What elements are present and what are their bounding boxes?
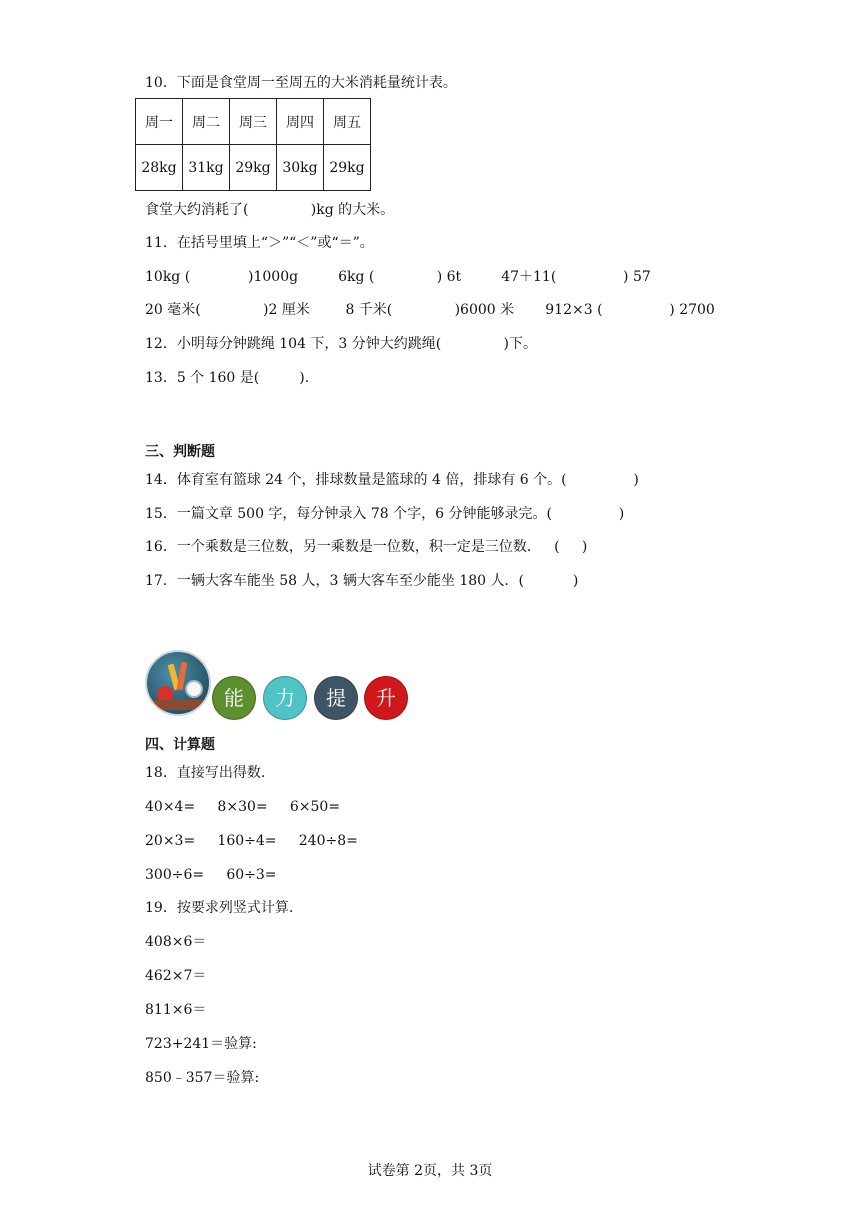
table-value-cell: 30kg [277,145,324,191]
q18-row: 20×3= 160÷4= 240÷8= [145,833,358,849]
q18-row: 300÷6= 60÷3= [145,867,277,883]
q15: 15．一篇文章 500 字，每分钟录入 78 个字，6 分钟能够录完。( ) [145,506,625,522]
rice-consumption-table [135,98,371,191]
table-header-cell: 周四 [277,99,324,145]
table-value-cell: 31kg [183,145,230,191]
q14: 14．体育室有篮球 24 个，排球数量是篮球的 4 倍，排球有 6 个。( ) [145,472,639,488]
q12: 12．小明每分钟跳绳 104 下，3 分钟大约跳绳( )下。 [145,336,538,352]
q18-prompt: 18．直接写出得数. [145,765,266,781]
q16: 16．一个乘数是三位数，另一乘数是一位数，积一定是三位数． ( ) [145,539,588,555]
table-header-cell: 周一 [136,99,183,145]
q19-row: 462×7＝ [145,968,207,984]
page-footer: 试卷第 2页，共 3页 [367,1163,493,1179]
q19-row: 811×6＝ [145,1002,207,1018]
q19-row: 408×6＝ [145,934,207,950]
school-supplies-logo-icon [145,650,211,716]
q19-row: 723+241＝验算: [145,1036,257,1052]
table-value-row [136,145,371,191]
q11-row-2: 20 毫米( )2 厘米 8 千米( )6000 米 912×3 ( ) 2700 [145,302,715,318]
ability-boost-banner [145,650,415,720]
banner-char-badge: 提 [314,676,358,720]
banner-char-badge: 升 [364,676,408,720]
q11-prompt: 11．在括号里填上“＞”“＜”或“＝”。 [145,235,374,251]
q10-answer-line: 食堂大约消耗了( )kg 的大米。 [145,202,395,218]
q11-row-1: 10kg ( )1000g 6kg ( ) 6t 47＋11( ) 57 [145,269,651,285]
table-value-cell: 29kg [230,145,277,191]
q10-prompt: 10．下面是食堂周一至周五的大米消耗量统计表。 [145,75,457,91]
section-3-title: 三、判断题 [145,444,215,460]
q13: 13．5 个 160 是( ). [145,370,310,386]
table-header-cell: 周五 [324,99,371,145]
q19-prompt: 19．按要求列竖式计算. [145,900,294,916]
table-value-cell: 28kg [136,145,183,191]
section-4-title: 四、计算题 [145,737,215,753]
table-header-cell: 周三 [230,99,277,145]
table-value-cell: 29kg [324,145,371,191]
banner-char-badge: 力 [263,676,307,720]
q18-row: 40×4= 8×30= 6×50= [145,799,341,815]
table-header-cell: 周二 [183,99,230,145]
banner-char-badge: 能 [212,676,256,720]
q19-row: 850﹣357＝验算: [145,1070,260,1086]
q17: 17．一辆大客车能坐 58 人，3 辆大客车至少能坐 180 人．( ) [145,573,579,589]
table-header-row [136,99,371,145]
